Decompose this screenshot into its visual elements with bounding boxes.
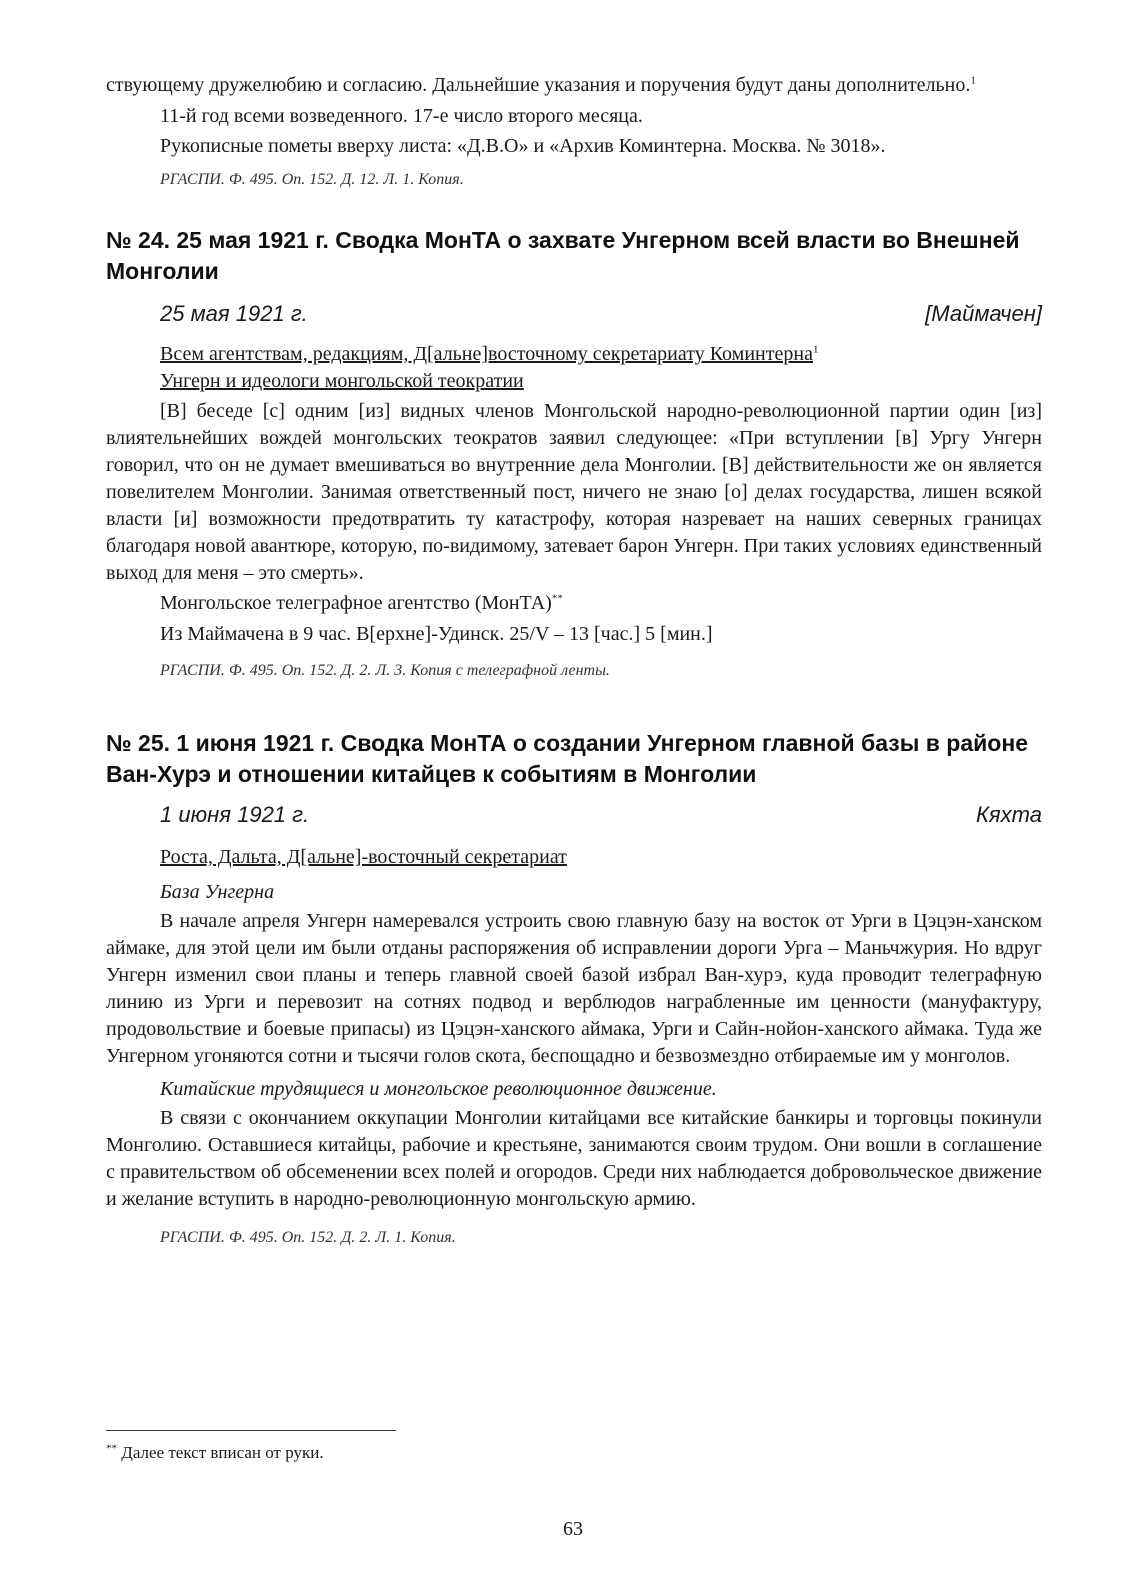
doc24-dateline (106, 299, 1042, 329)
doc24-signature: Монгольское телеграфное агентство (МонТА)** (160, 592, 563, 614)
doc24-source: РГАСПИ. Ф. 495. Оп. 152. Д. 2. Л. 3. Копия с телеграфной ленты. (160, 662, 610, 679)
footnote-ref: 1 (970, 74, 976, 87)
doc24-date: 25 мая 1921 г. (160, 301, 308, 326)
doc24-addressees: Всем агентствам, редакциям, Д[альне]восточному секретариату Коминтерна$^1$ (160, 343, 819, 365)
doc25-place: Кяхта (975, 802, 1042, 827)
doc25-date: 1 июня 1921 г. (160, 802, 310, 827)
doc24-body: [В] беседе [с] одним [из] видных членов Монгольской народно-революционной партии один [из] влиятельнейших вождей монгольских теократов заявил следующее: «При вступлении [в] Ургу Унгерн говорил, что он не думает вмешиваться во внутренние дела Монголии. [В] действительности же он является повелителем Монголии. Занимая ответственный пост, ничего не знаю [о] делах государства, лишен всякой власти [и] возможности предотвратить ту катастрофу, которая назревает на наших северных границах благодаря новой авантюре, которую, по-видимому, затевает барон Унгерн. При таких условиях единственный выход для меня – это смерть». (106, 400, 1042, 584)
intro-paragraph: ствующему дружелюбию и согласию. Дальнейшие указания и поручения будут даны дополнительно.$^1$ (106, 74, 976, 96)
intro-date-line: 11-й год всеми возведенного. 17-е число второго месяца. (160, 105, 643, 127)
doc24-title: № 24. 25 мая 1921 г. Сводка МонТА о захвате Унгерном всей власти во Внешней Монголии (106, 227, 1020, 284)
doc24-transmission: Из Маймачена в 9 час. В[ерхне]-Удинск. 25/V – 13 [час.] 5 [мин.] (160, 623, 713, 645)
doc24-place: [Маймачен] (925, 301, 1042, 326)
footnote-ref: ** (551, 592, 563, 605)
footnote-mark: ** (106, 1442, 117, 1455)
doc25-addressees: Роста, Дальта, Д[альне]-восточный секретариат (160, 846, 567, 868)
intro-source: РГАСПИ. Ф. 495. Оп. 152. Д. 12. Л. 1. Копия. (160, 171, 464, 188)
doc25-title: № 25. 1 июня 1921 г. Сводка МонТА о создании Унгерном главной базы в районе Ван-Хурэ и отношении китайцев к событиям в Монголии (106, 730, 1029, 787)
footnote-ref: 1 (812, 343, 819, 356)
doc25-dateline (106, 800, 1042, 830)
doc24-heading: Унгерн и идеологи монгольской теократии (160, 370, 524, 392)
footnote-divider (106, 1430, 396, 1431)
intro-marks-line: Рукописные пометы вверху листа: «Д.В.О» и «Архив Коминтерна. Москва. № 3018». (160, 135, 886, 157)
doc25-section1-body: В начале апреля Унгерн намеревался устроить свою главную базу на восток от Урги в Цэцэн-ханском аймаке, для этой цели им были отданы распоряжения об исправлении дороги Урга – Маньчжурия. Но вдруг Унгерн изменил свои планы и теперь главной своей базой избрал Ван-хурэ, куда проводит телеграфную линию из Урги и перевозит на сотнях подвод и верблюдов награбленные им ценности (мануфактуру, продовольствие и боевые припасы) из Цэцэн-ханского аймака, Урги и Сайн-нойон-ханского аймака. Туда же Унгерном угоняются сотни и тысячи голов скота, беспощадно и безвозмездно отбираемые им у монголов. (106, 910, 1042, 1067)
page-body (106, 72, 1042, 1249)
doc25-section2-body: В связи с окончанием оккупации Монголии китайцами все китайские банкиры и торговцы покинули Монголию. Оставшиеся китайцы, рабочие и крестьяне, занимаются своим трудом. Они вошли в соглашение с правительством об обсеменении всех полей и огородов. Среди них наблюдается добровольческое движение и желание вступить в народно-революционную монгольскую армию. (106, 1107, 1042, 1210)
doc25-section2-heading: Китайские трудящиеся и монгольское революционное движение. (160, 1078, 717, 1100)
page-number: 63 (563, 1518, 583, 1540)
doc25-section1-heading: База Унгерна (160, 881, 275, 903)
footnote: ** Далее текст вписан от руки. (106, 1442, 324, 1462)
doc25-source: РГАСПИ. Ф. 495. Оп. 152. Д. 2. Л. 1. Копия. (160, 1229, 456, 1246)
